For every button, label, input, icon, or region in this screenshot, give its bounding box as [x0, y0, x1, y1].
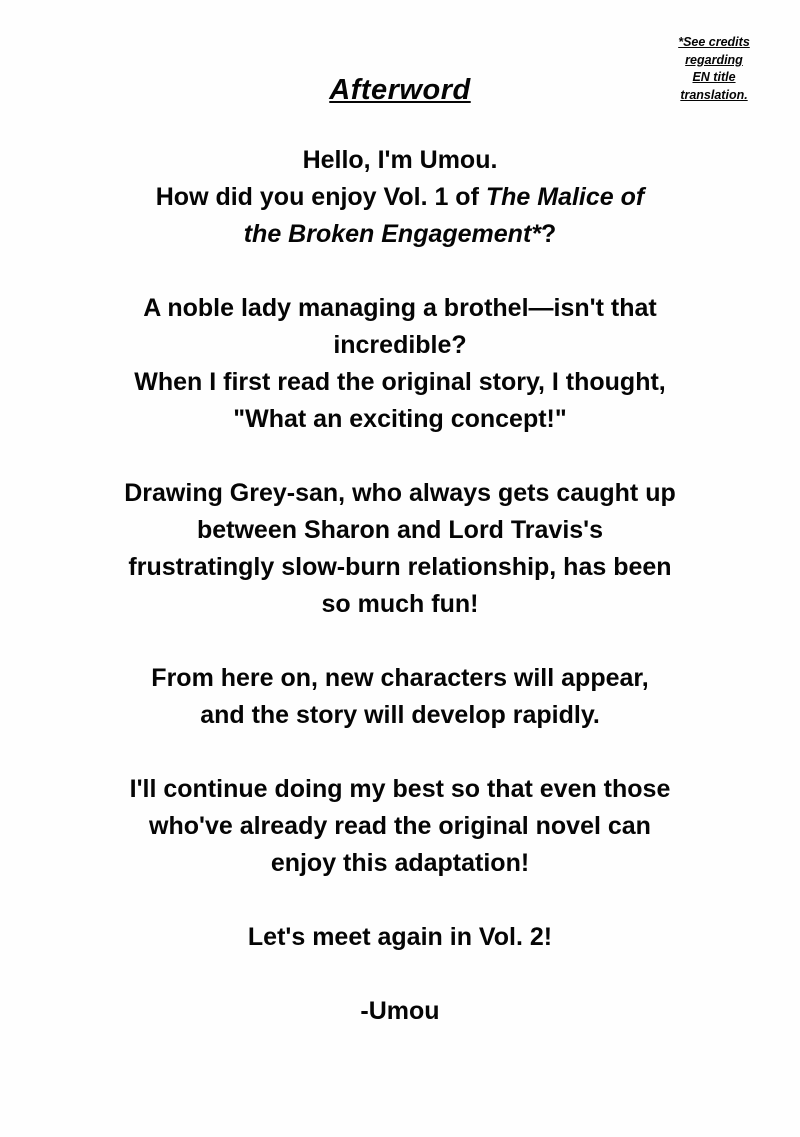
text-segment: I'll continue doing my best so that even those [129, 775, 671, 803]
text-segment: When I first read the original story, I thought, [134, 368, 666, 396]
text-segment: Drawing Grey-san, who always gets caught up [124, 479, 676, 507]
signature: -Umou [360, 997, 440, 1025]
text-segment: How did you enjoy Vol. 1 of [155, 183, 486, 211]
text-segment: frustratingly slow-burn relationship, has been [128, 553, 672, 581]
text-segment: Let's meet again in Vol. 2! [247, 923, 553, 951]
body-paragraph [70, 771, 730, 882]
body-paragraph [70, 290, 730, 438]
text-segment: A noble lady managing a brothel—isn't that [143, 294, 657, 322]
page-title: Afterword [329, 74, 471, 106]
text-segment: incredible? [333, 331, 467, 359]
text-segment: the Broken Engagement* [243, 220, 541, 248]
credits-note-line: regarding [685, 52, 743, 67]
body-text [70, 142, 730, 1067]
text-segment: so much fun! [321, 590, 479, 618]
text-segment: Hello, I'm Umou. [302, 146, 498, 174]
body-paragraph [70, 142, 730, 253]
text-segment: The Malice of [485, 183, 645, 211]
body-paragraph [70, 919, 730, 956]
text-segment: enjoy this adaptation! [270, 849, 530, 877]
credits-note-line: *See credits [678, 35, 750, 49]
text-segment: "What an exciting concept!" [233, 405, 567, 433]
body-paragraph [70, 475, 730, 623]
text-segment: who've already read the original novel can [149, 812, 651, 840]
credits-note-line: translation. [680, 87, 748, 102]
text-segment: between Sharon and Lord Travis's [196, 516, 604, 544]
text-segment: ? [541, 220, 557, 248]
body-paragraph [70, 660, 730, 734]
text-segment: From here on, new characters will appear, [151, 664, 649, 692]
text-segment: and the story will develop rapidly. [200, 701, 600, 729]
credits-note-line: EN title [692, 70, 736, 84]
